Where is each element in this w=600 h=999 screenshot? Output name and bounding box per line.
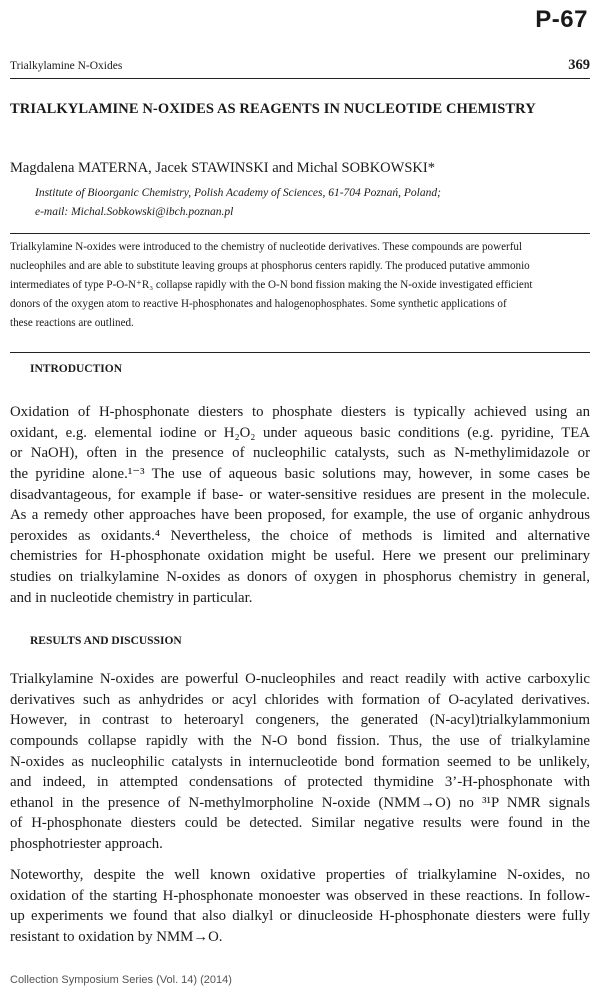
intro-line: peroxides as oxidants.⁴ Nevertheless, the choice of methods is limited and alternative bbox=[10, 528, 590, 544]
results-line: Trialkylamine N-oxides are powerful O-nucleophiles and react readily with active carboxylic bbox=[10, 671, 590, 687]
section-heading-introduction: INTRODUCTION bbox=[30, 363, 123, 375]
intro-line: disadvantageous, for example if base- or water-sensitive residues are present in the molecule. bbox=[10, 487, 590, 503]
results-line: ethanol in the presence of N-methylmorpholine N-oxide (NMM→O) no ³¹P NMR signals bbox=[10, 795, 590, 811]
abstract-line: nucleophiles and are able to substitute leaving groups at phosphorus centers rapidly. The produced putative ammonio bbox=[10, 260, 530, 272]
results-line: Noteworthy, despite the well known oxidative properties of trialkylamine N-oxides, no bbox=[10, 867, 590, 883]
intro-line: or NaOH), often in the presence of nucleophilic catalysts, such as N-methylimidazole or bbox=[10, 445, 590, 461]
results-line: up experiments we found that also dialkyl or dinucleoside H-phosphonate diesters were fully bbox=[10, 908, 590, 924]
results-line: of H-phosphonate diesters could be detected. Similar negative results were found in the bbox=[10, 815, 590, 831]
affiliation: Institute of Bioorganic Chemistry, Polish Academy of Sciences, 61-704 Poznań, Poland; bbox=[35, 187, 441, 199]
page-number: 369 bbox=[568, 57, 590, 73]
intro-line: Oxidation of H-phosphonate diesters to phosphate diesters is typically achieved using an bbox=[10, 404, 590, 420]
intro-line: As a remedy other approaches have been proposed, for example, the use of organic anhydrous bbox=[10, 507, 590, 523]
abstract-line: intermediates of type P-O-N⁺R₃ collapse rapidly with the O-N bond fission making the N-oxide investigated efficient bbox=[10, 279, 533, 291]
authors: Magdalena MATERNA, Jacek STAWINSKI and Michal SOBKOWSKI* bbox=[10, 160, 435, 176]
abstract-line: donors of the oxygen atom to reactive H-phosphonates and halogenophosphates. Some synthetic applications of bbox=[10, 298, 507, 310]
abstract-line: Trialkylamine N-oxides were introduced to the chemistry of nucleotide derivatives. These compounds are powerful bbox=[10, 241, 523, 253]
abstract-line: these reactions are outlined. bbox=[10, 317, 134, 329]
intro-line: and in nucleotide chemistry in particular. bbox=[10, 590, 253, 606]
running-title: Trialkylamine N-Oxides bbox=[10, 60, 123, 72]
intro-line: studies on trialkylamine N-oxides as donors of oxygen in phosphorus chemistry in general, bbox=[10, 569, 590, 585]
results-line: derivatives such as anhydrides or acyl chlorides with formation of O-acylated derivatives. bbox=[10, 692, 590, 708]
results-line: phosphotriester approach. bbox=[10, 836, 163, 852]
intro-line: chemistries for H-phosphonate oxidation might be useful. Here we present our preliminary bbox=[10, 548, 590, 564]
results-line: and indeed, in attempted condensations of protected thymidine 3’-H-phosphonate with bbox=[10, 774, 590, 790]
results-line: resistant to oxidation by NMM→O. bbox=[10, 929, 223, 945]
results-line: N-oxides as nucleophilic catalysts in internucleotide bond formation seemed to be unlikely, bbox=[10, 754, 590, 770]
results-line: oxidation of the starting H-phosphonate monoester was observed in these reactions. In follow- bbox=[10, 888, 590, 904]
abstract bbox=[10, 233, 590, 353]
running-header bbox=[10, 56, 590, 79]
intro-line: the pyridine alone.¹⁻³ The use of aqueous basic solutions may, however, in some cases be bbox=[10, 466, 590, 482]
paper-title: TRIALKYLAMINE N-OXIDES AS REAGENTS IN NUCLEOTIDE CHEMISTRY bbox=[10, 101, 536, 117]
intro-line: oxidant, e.g. elemental iodine or H₂O₂ under aqueous basic conditions (e.g. pyridine, TEA bbox=[10, 425, 590, 441]
results-line: However, in contrast to heteroaryl congeners, the generated (N-acyl)trialkylammonium bbox=[10, 712, 590, 728]
email: e-mail: Michal.Sobkowski@ibch.poznan.pl bbox=[35, 206, 234, 218]
results-line: compounds collapse rapidly with the N-O bond fission. Thus, the use of trialkylamine bbox=[10, 733, 590, 749]
section-heading-results: RESULTS AND DISCUSSION bbox=[30, 635, 182, 647]
page-code: P-67 bbox=[535, 6, 588, 33]
footer: Collection Symposium Series (Vol. 14) (2014) bbox=[10, 974, 232, 986]
